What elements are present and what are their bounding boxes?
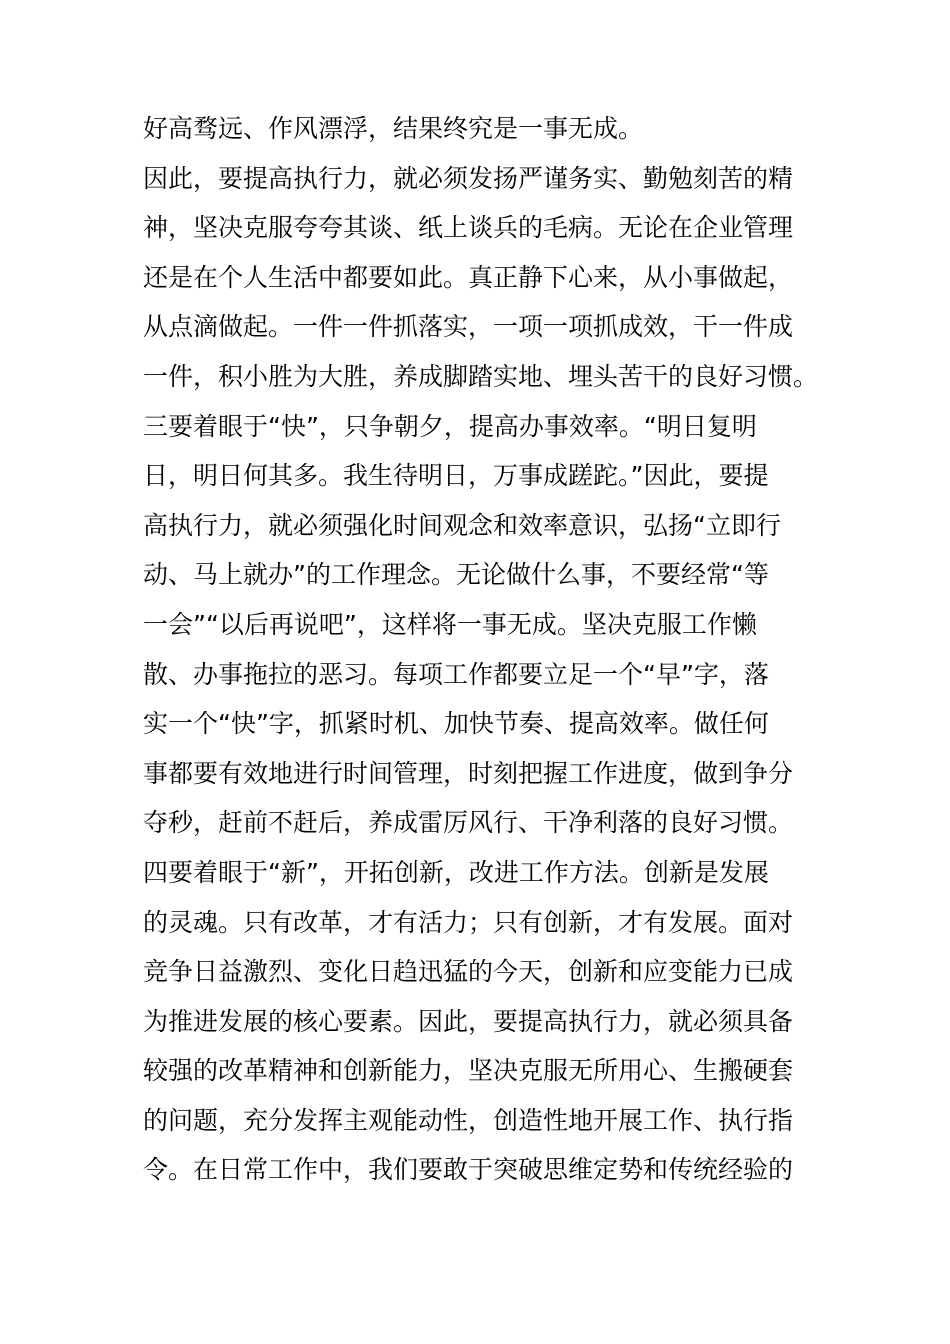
text-line: 从点滴做起。一件一件抓落实，一项一项抓成效，干一件成 <box>143 312 794 342</box>
text-line: 四要着眼于“新”，开拓创新，改进工作方法。创新是发展 <box>143 857 769 887</box>
text-line: 神，坚决克服夸夸其谈、纸上谈兵的毛病。无论在企业管理 <box>143 213 794 243</box>
text-line: 实一个“快”字，抓紧时机、加快节奏、提高效率。做任何 <box>143 709 769 739</box>
text-line: 令。在日常工作中，我们要敢于突破思维定势和传统经验的 <box>143 1155 794 1185</box>
text-line: 的灵魂。只有改革，才有活力；只有创新，才有发展。面对 <box>143 907 794 937</box>
text-line: 的问题，充分发挥主观能动性，创造性地开展工作、执行指 <box>143 1105 794 1135</box>
text-line: 夺秒，赶前不赶后，养成雷厉风行、干净利落的良好习惯。 <box>143 808 794 838</box>
text-line: 事都要有效地进行时间管理，时刻把握工作进度，做到争分 <box>143 758 794 788</box>
text-line: 一件，积小胜为大胜，养成脚踏实地、埋头苦干的良好习惯。 <box>143 361 819 391</box>
text-line: 散、办事拖拉的恶习。每项工作都要立足一个“早”字，落 <box>143 659 769 689</box>
text-line: 竞争日益激烈、变化日趋迅猛的今天，创新和应变能力已成 <box>143 957 794 987</box>
text-line: 好高骛远、作风漂浮，结果终究是一事无成。 <box>143 114 644 143</box>
text-line: 动、马上就办”的工作理念。无论做什么事，不要经常“等 <box>143 560 769 590</box>
text-line: 高执行力，就必须强化时间观念和效率意识，弘扬“立即行 <box>143 510 781 540</box>
text-line: 因此，要提高执行力，就必须发扬严谨务实、勤勉刻苦的精 <box>143 163 794 193</box>
text-line: 三要着眼于“快”，只争朝夕，提高办事效率。“明日复明 <box>143 411 757 441</box>
text-line: 一会”“以后再说吧”，这样将一事无成。坚决克服工作懒 <box>143 609 757 639</box>
document-body <box>143 104 823 1195</box>
text-line: 还是在个人生活中都要如此。真正静下心来，从小事做起， <box>143 262 794 292</box>
text-line: 为推进发展的核心要素。因此，要提高执行力，就必须具备 <box>143 1006 794 1036</box>
text-line: 日，明日何其多。我生待明日，万事成蹉跎。”因此，要提 <box>143 461 769 491</box>
text-line: 较强的改革精神和创新能力，坚决克服无所用心、生搬硬套 <box>143 1056 794 1086</box>
